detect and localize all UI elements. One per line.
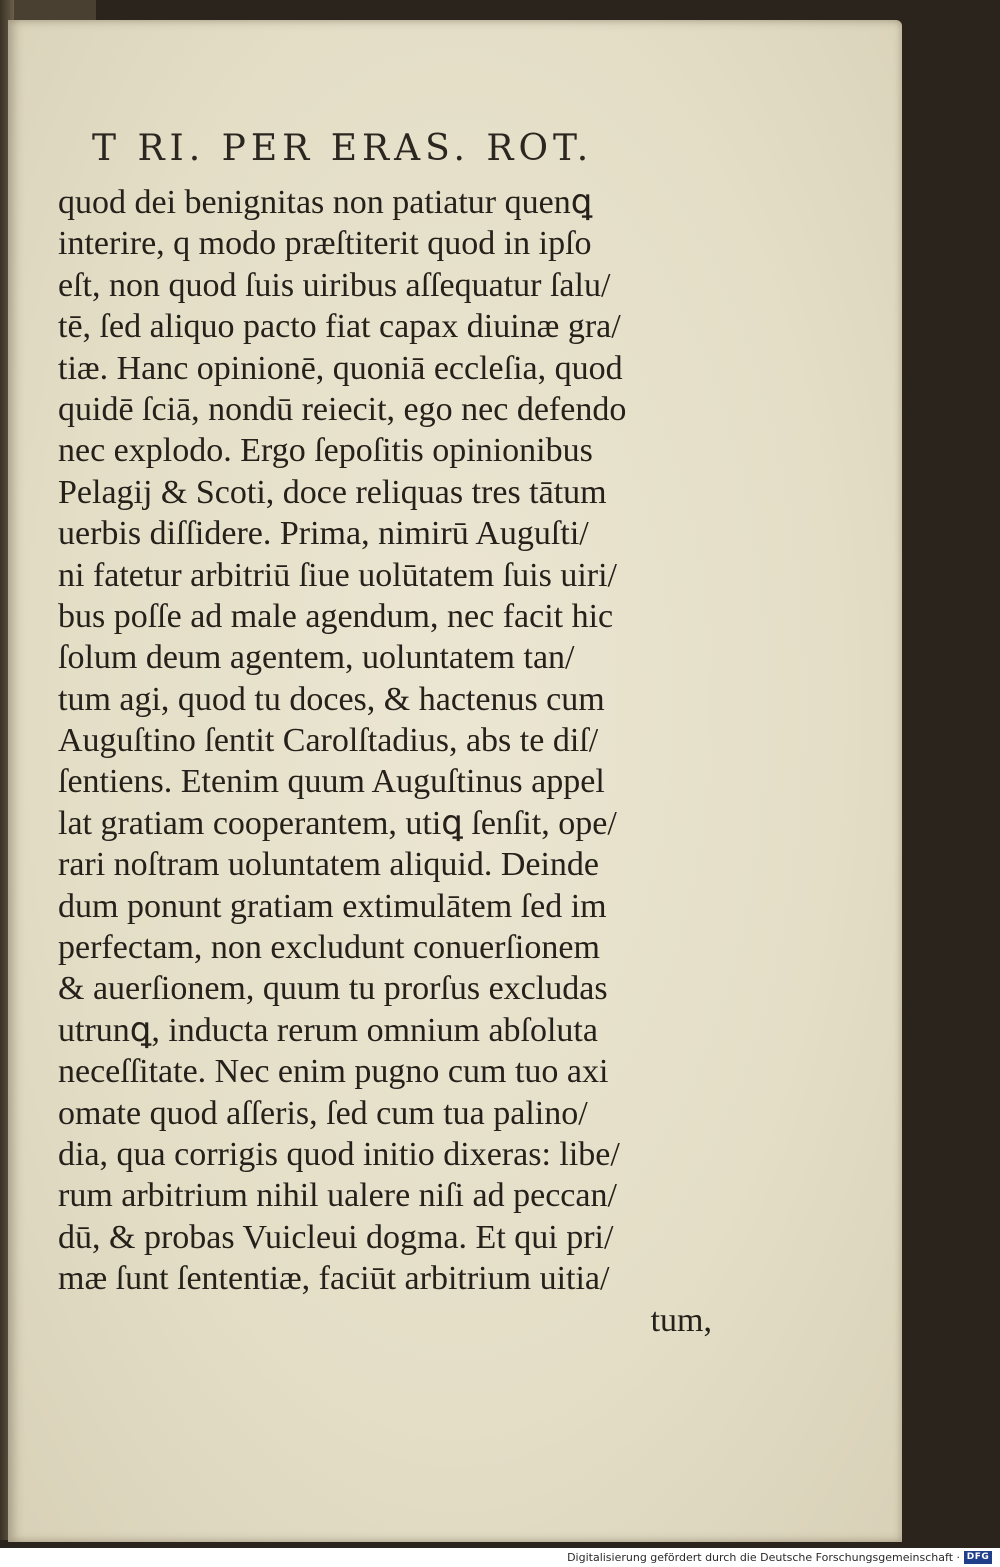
text-line: tiæ. Hanc opinionē, quoniā eccleſia, quod — [58, 349, 623, 387]
text-line: neceſſitate. Nec enim pugno cum tuo axi — [58, 1053, 609, 1091]
digitization-credit: Digitalisierung gefördert durch die Deutsche Forschungsgemeinschaft · — [567, 1551, 960, 1564]
text-line: ſentiens. Etenim quum Auguſtinus appel — [58, 763, 605, 801]
text-line: mæ ſunt ſententiæ, faciūt arbitrium uitia/ — [58, 1260, 610, 1298]
text-line: perfectam, non excludunt conuerſionem — [58, 929, 600, 967]
text-line: dia, qua corrigis quod initio dixeras: libe/ — [58, 1135, 620, 1173]
text-line: ni fatetur arbitriū ſiue uolūtatem ſuis uiri/ — [58, 556, 617, 594]
text-line: Auguſtino ſentit Carolſtadius, abs te diſ/ — [58, 722, 599, 760]
text-line: dum ponunt gratiam extimulātem ſed im — [58, 887, 607, 925]
text-line: lat gratiam cooperantem, utiꝗ ſenſit, ope/ — [58, 804, 617, 842]
text-line: rari noſtram uoluntatem aliquid. Deinde — [58, 846, 600, 884]
body-text — [58, 182, 718, 1341]
text-line: quod dei benignitas non patiatur quenꝗ — [58, 184, 593, 221]
catchword: tum, — [650, 1301, 712, 1339]
text-line: rum arbitrium nihil ualere niſi ad peccan/ — [58, 1177, 617, 1215]
dfg-logo-icon: DFG — [964, 1551, 992, 1564]
text-line: utrunꝗ, inducta rerum omnium abſoluta — [58, 1011, 598, 1049]
text-line: dū, & probas Vuicleui dogma. Et qui pri/ — [58, 1218, 614, 1256]
text-line: tē, ſed aliquo pacto fiat capax diuinæ gra/ — [58, 308, 621, 346]
text-line: omate quod aſſeris, ſed cum tua palino/ — [58, 1094, 588, 1132]
text-line: uerbis diſſidere. Prima, nimirū Auguſti/ — [58, 515, 589, 553]
text-line: Pelagij & Scoti, doce reliquas tres tātum — [58, 473, 607, 511]
text-line: tum agi, quod tu doces, & hactenus cum — [58, 680, 605, 718]
text-line: nec explodo. Ergo ſepoſitis opinionibus — [58, 432, 593, 470]
text-line: bus poſſe ad male agendum, nec facit hic — [58, 597, 614, 635]
running-head: T RI. PER ERAS. ROT. — [92, 128, 594, 169]
text-line: ſolum deum agentem, uoluntatem tan/ — [58, 639, 575, 677]
text-line: eſt, non quod ſuis uiribus aſſequatur ſalu/ — [58, 266, 611, 304]
text-line: & auerſionem, quum tu prorſus excludas — [58, 970, 608, 1008]
text-line: interire, q modo præſtiterit quod in ipſo — [58, 225, 592, 263]
text-line: quidē ſciā, nondū reiecit, ego nec defendo — [58, 390, 627, 428]
